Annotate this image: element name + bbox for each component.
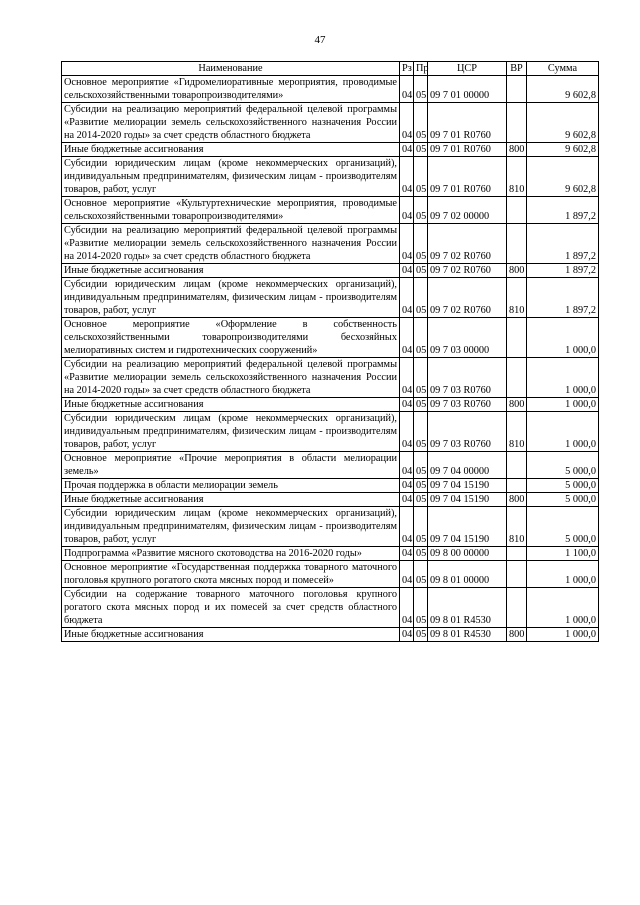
cell-csr: 09 8 00 00000 <box>428 547 507 561</box>
cell-pr: 05 <box>414 224 428 264</box>
cell-name: Субсидии на реализацию мероприятий федеральной целевой программы «Развитие мелиорации земель сельскохозяйственного назначения России на 2014-2020 годы» за счет средств областного бюджета <box>62 103 400 143</box>
cell-name: Субсидии юридическим лицам (кроме некоммерческих организаций), индивидуальным предпринимателям, физическим лицам - производителям товаров, работ, услуг <box>62 157 400 197</box>
cell-rz: 04 <box>400 628 414 642</box>
header-rz: Рз <box>400 62 414 76</box>
header-vr: ВР <box>507 62 527 76</box>
cell-vr: 800 <box>507 493 527 507</box>
table-header-row <box>62 62 599 76</box>
cell-sum: 1 897,2 <box>527 278 599 318</box>
cell-vr: 810 <box>507 507 527 547</box>
cell-pr: 05 <box>414 493 428 507</box>
cell-name: Иные бюджетные ассигнования <box>62 398 400 412</box>
cell-csr: 09 7 04 15190 <box>428 479 507 493</box>
header-pr: Пр <box>414 62 428 76</box>
table-row <box>62 493 599 507</box>
cell-name: Иные бюджетные ассигнования <box>62 628 400 642</box>
cell-rz: 04 <box>400 507 414 547</box>
cell-name: Субсидии юридическим лицам (кроме некоммерческих организаций), индивидуальным предпринимателям, физическим лицам - производителям товаров, работ, услуг <box>62 278 400 318</box>
cell-csr: 09 7 02 R0760 <box>428 224 507 264</box>
cell-pr: 05 <box>414 264 428 278</box>
cell-rz: 04 <box>400 103 414 143</box>
table-row <box>62 398 599 412</box>
cell-vr <box>507 561 527 588</box>
cell-vr <box>507 479 527 493</box>
cell-csr: 09 7 01 R0760 <box>428 103 507 143</box>
header-name: Наименование <box>62 62 400 76</box>
cell-sum: 9 602,8 <box>527 103 599 143</box>
table-row <box>62 197 599 224</box>
cell-csr: 09 7 02 R0760 <box>428 264 507 278</box>
cell-pr: 05 <box>414 628 428 642</box>
cell-rz: 04 <box>400 493 414 507</box>
cell-rz: 04 <box>400 588 414 628</box>
cell-sum: 9 602,8 <box>527 143 599 157</box>
cell-vr: 800 <box>507 264 527 278</box>
cell-rz: 04 <box>400 398 414 412</box>
cell-vr: 800 <box>507 398 527 412</box>
cell-vr: 810 <box>507 157 527 197</box>
cell-sum: 1 000,0 <box>527 561 599 588</box>
cell-sum: 5 000,0 <box>527 479 599 493</box>
cell-csr: 09 7 04 15190 <box>428 507 507 547</box>
cell-vr <box>507 197 527 224</box>
cell-pr: 05 <box>414 318 428 358</box>
cell-sum: 1 100,0 <box>527 547 599 561</box>
cell-pr: 05 <box>414 547 428 561</box>
table-row <box>62 561 599 588</box>
cell-vr: 800 <box>507 628 527 642</box>
cell-name: Основное мероприятие «Государственная поддержка товарного маточного поголовья крупного рогатого скота мясных пород и помесей» <box>62 561 400 588</box>
cell-name: Субсидии юридическим лицам (кроме некоммерческих организаций), индивидуальным предпринимателям, физическим лицам - производителям товаров, работ, услуг <box>62 412 400 452</box>
cell-rz: 04 <box>400 479 414 493</box>
cell-sum: 5 000,0 <box>527 452 599 479</box>
cell-sum: 1 897,2 <box>527 264 599 278</box>
cell-vr <box>507 588 527 628</box>
cell-csr: 09 7 01 R0760 <box>428 143 507 157</box>
cell-name: Иные бюджетные ассигнования <box>62 493 400 507</box>
cell-name: Субсидии на содержание товарного маточного поголовья крупного рогатого скота мясных пород и их помесей за счет средств областного бюджета <box>62 588 400 628</box>
cell-vr: 810 <box>507 278 527 318</box>
cell-csr: 09 7 03 00000 <box>428 318 507 358</box>
cell-sum: 1 000,0 <box>527 358 599 398</box>
cell-pr: 05 <box>414 197 428 224</box>
cell-rz: 04 <box>400 143 414 157</box>
cell-pr: 05 <box>414 103 428 143</box>
cell-sum: 5 000,0 <box>527 507 599 547</box>
cell-csr: 09 7 01 00000 <box>428 76 507 103</box>
table-row <box>62 412 599 452</box>
cell-csr: 09 8 01 00000 <box>428 561 507 588</box>
table-row <box>62 358 599 398</box>
table-row <box>62 143 599 157</box>
cell-sum: 1 000,0 <box>527 398 599 412</box>
cell-pr: 05 <box>414 358 428 398</box>
cell-vr <box>507 358 527 398</box>
cell-rz: 04 <box>400 561 414 588</box>
table-row <box>62 588 599 628</box>
cell-rz: 04 <box>400 157 414 197</box>
cell-vr: 800 <box>507 143 527 157</box>
cell-pr: 05 <box>414 507 428 547</box>
cell-rz: 04 <box>400 358 414 398</box>
cell-pr: 05 <box>414 157 428 197</box>
cell-pr: 05 <box>414 588 428 628</box>
cell-name: Основное мероприятие «Оформление в собственность сельскохозяйственными товаропроизводителями бесхозяйных мелиоративных систем и гидротехнических сооружений» <box>62 318 400 358</box>
cell-sum: 9 602,8 <box>527 76 599 103</box>
cell-vr <box>507 224 527 264</box>
cell-name: Иные бюджетные ассигнования <box>62 143 400 157</box>
table-row <box>62 76 599 103</box>
cell-csr: 09 7 03 R0760 <box>428 398 507 412</box>
cell-rz: 04 <box>400 318 414 358</box>
cell-vr <box>507 318 527 358</box>
table-row <box>62 278 599 318</box>
cell-rz: 04 <box>400 76 414 103</box>
cell-rz: 04 <box>400 264 414 278</box>
cell-pr: 05 <box>414 452 428 479</box>
table-row <box>62 103 599 143</box>
cell-vr <box>507 76 527 103</box>
cell-sum: 9 602,8 <box>527 157 599 197</box>
cell-sum: 1 897,2 <box>527 224 599 264</box>
header-csr: ЦСР <box>428 62 507 76</box>
cell-rz: 04 <box>400 547 414 561</box>
cell-vr <box>507 452 527 479</box>
table-row <box>62 157 599 197</box>
cell-pr: 05 <box>414 479 428 493</box>
cell-csr: 09 8 01 R4530 <box>428 588 507 628</box>
table-row <box>62 479 599 493</box>
table-row <box>62 628 599 642</box>
cell-csr: 09 7 02 00000 <box>428 197 507 224</box>
cell-sum: 1 000,0 <box>527 588 599 628</box>
cell-name: Субсидии юридическим лицам (кроме некоммерческих организаций), индивидуальным предпринимателям, физическим лицам - производителям товаров, работ, услуг <box>62 507 400 547</box>
cell-vr: 810 <box>507 412 527 452</box>
cell-rz: 04 <box>400 412 414 452</box>
cell-csr: 09 7 03 R0760 <box>428 358 507 398</box>
cell-csr: 09 7 01 R0760 <box>428 157 507 197</box>
cell-vr <box>507 547 527 561</box>
cell-csr: 09 7 04 15190 <box>428 493 507 507</box>
cell-sum: 1 000,0 <box>527 412 599 452</box>
cell-name: Основное мероприятие «Культуртехнические мероприятия, проводимые сельскохозяйственными товаропроизводителями» <box>62 197 400 224</box>
cell-pr: 05 <box>414 412 428 452</box>
cell-name: Субсидии на реализацию мероприятий федеральной целевой программы «Развитие мелиорации земель сельскохозяйственного назначения России на 2014-2020 годы» за счет средств областного бюджета <box>62 358 400 398</box>
cell-name: Субсидии на реализацию мероприятий федеральной целевой программы «Развитие мелиорации земель сельскохозяйственного назначения России на 2014-2020 годы» за счет средств областного бюджета <box>62 224 400 264</box>
table-body <box>62 76 599 642</box>
table-row <box>62 224 599 264</box>
cell-vr <box>507 103 527 143</box>
cell-pr: 05 <box>414 278 428 318</box>
cell-pr: 05 <box>414 76 428 103</box>
cell-name: Основное мероприятие «Гидромелиоративные мероприятия, проводимые сельскохозяйственными товаропроизводителями» <box>62 76 400 103</box>
table-row <box>62 547 599 561</box>
cell-pr: 05 <box>414 143 428 157</box>
budget-table <box>61 61 599 642</box>
page-number: 47 <box>314 34 326 46</box>
cell-pr: 05 <box>414 561 428 588</box>
cell-rz: 04 <box>400 278 414 318</box>
table-row <box>62 264 599 278</box>
cell-rz: 04 <box>400 197 414 224</box>
cell-name: Подпрограмма «Развитие мясного скотоводства на 2016-2020 годы» <box>62 547 400 561</box>
cell-csr: 09 8 01 R4530 <box>428 628 507 642</box>
cell-csr: 09 7 03 R0760 <box>428 412 507 452</box>
cell-sum: 1 897,2 <box>527 197 599 224</box>
cell-name: Иные бюджетные ассигнования <box>62 264 400 278</box>
cell-csr: 09 7 04 00000 <box>428 452 507 479</box>
cell-name: Основное мероприятие «Прочие мероприятия в области мелиорации земель» <box>62 452 400 479</box>
cell-sum: 1 000,0 <box>527 318 599 358</box>
cell-sum: 5 000,0 <box>527 493 599 507</box>
cell-sum: 1 000,0 <box>527 628 599 642</box>
cell-csr: 09 7 02 R0760 <box>428 278 507 318</box>
cell-name: Прочая поддержка в области мелиорации земель <box>62 479 400 493</box>
header-sum: Сумма <box>527 62 599 76</box>
cell-rz: 04 <box>400 224 414 264</box>
cell-pr: 05 <box>414 398 428 412</box>
table-row <box>62 452 599 479</box>
cell-rz: 04 <box>400 452 414 479</box>
table-row <box>62 507 599 547</box>
table-row <box>62 318 599 358</box>
